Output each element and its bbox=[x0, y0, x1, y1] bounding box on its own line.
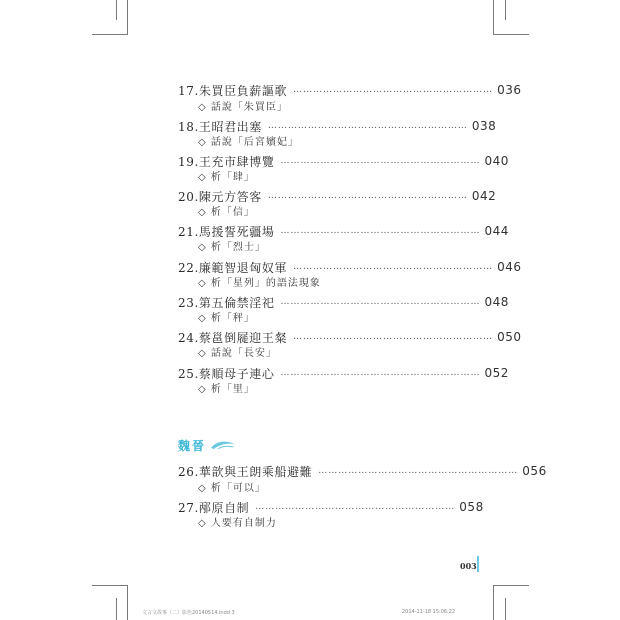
toc-entry-title: 22.廉範智退匈奴軍 bbox=[178, 260, 288, 275]
toc-entry-page: 038 bbox=[471, 119, 497, 133]
section-title: 魏晉 bbox=[178, 438, 207, 453]
toc-entry-page: 048 bbox=[484, 295, 509, 309]
toc-entry-page: 036 bbox=[497, 83, 522, 97]
toc-entry-page: 040 bbox=[484, 154, 509, 168]
brush-flourish-icon bbox=[210, 439, 236, 451]
toc-entry-page: 042 bbox=[471, 189, 497, 203]
dot-leader: …………………………………………………… bbox=[267, 191, 468, 201]
folio-accent-bar bbox=[477, 556, 479, 572]
dot-leader: …………………………………………………… bbox=[293, 262, 494, 272]
section-heading bbox=[178, 435, 236, 455]
toc-subentry: ◇ 話說「朱買臣」 bbox=[198, 102, 288, 113]
toc-entry[interactable] bbox=[178, 498, 484, 516]
printer-slug-right: 2014-11-18 15:06:22 bbox=[402, 609, 456, 615]
toc-entry[interactable] bbox=[178, 258, 522, 276]
toc-entry[interactable] bbox=[178, 152, 509, 170]
toc-subentry: ◇ 析「可以」 bbox=[198, 483, 266, 494]
toc-subentry: ◇ 析「星列」的語法現象 bbox=[198, 278, 321, 289]
toc-entry-title: 19.王充市肆博覽 bbox=[178, 154, 275, 169]
toc-entry-title: 17.朱買臣負薪謳歌 bbox=[178, 83, 288, 98]
toc-entry-title: 20.陳元方答客 bbox=[178, 189, 262, 204]
toc-subentry: ◇ 話說「后宮嬪妃」 bbox=[198, 137, 299, 148]
toc-entry[interactable] bbox=[178, 462, 547, 480]
toc-entry-page: 046 bbox=[497, 260, 522, 274]
toc-subentry: ◇ 話說「長安」 bbox=[198, 348, 277, 359]
dot-leader: …………………………………………………… bbox=[293, 85, 494, 95]
toc-entry[interactable] bbox=[178, 222, 509, 240]
toc-subentry: ◇ 析「烈士」 bbox=[198, 242, 266, 253]
toc-entry-page: 058 bbox=[459, 500, 484, 514]
dot-leader: …………………………………………………… bbox=[280, 368, 481, 378]
toc-entry-title: 25.蔡順母子連心 bbox=[178, 366, 275, 381]
dot-leader: …………………………………………………… bbox=[293, 332, 494, 342]
toc-entry-page: 056 bbox=[522, 464, 547, 478]
toc-subentry: ◇ 析「秤」 bbox=[198, 313, 255, 324]
toc-subentry: ◇ 人要有自制力 bbox=[198, 518, 277, 529]
printer-slug-left: 文言文故事（二）影色20140514.indd 3 bbox=[142, 610, 235, 616]
dot-leader: …………………………………………………… bbox=[280, 156, 481, 166]
toc-entry[interactable] bbox=[178, 117, 497, 135]
toc-entry-title: 23.第五倫禁淫祀 bbox=[178, 295, 275, 310]
toc-entry[interactable] bbox=[178, 328, 522, 346]
toc-entry[interactable] bbox=[178, 293, 509, 311]
toc-subentry: ◇ 析「里」 bbox=[198, 384, 255, 395]
dot-leader: …………………………………………………… bbox=[255, 502, 456, 512]
toc-entry[interactable] bbox=[178, 364, 509, 382]
toc-entry-page: 050 bbox=[497, 330, 522, 344]
toc-entry[interactable] bbox=[178, 187, 497, 205]
dot-leader: …………………………………………………… bbox=[280, 297, 481, 307]
toc-entry[interactable] bbox=[178, 81, 522, 99]
toc-entry-title: 26.華歆與王朗乘船避難 bbox=[178, 464, 313, 479]
page-number: 003 bbox=[460, 561, 477, 571]
toc-entry-page: 044 bbox=[484, 224, 509, 238]
dot-leader: …………………………………………………… bbox=[318, 466, 519, 476]
dot-leader: …………………………………………………… bbox=[267, 121, 468, 131]
toc-subentry: ◇ 析「肆」 bbox=[198, 172, 255, 183]
toc-entry-title: 21.馬援誓死疆場 bbox=[178, 224, 275, 239]
dot-leader: …………………………………………………… bbox=[280, 226, 481, 236]
toc-entry-title: 18.王昭君出塞 bbox=[178, 119, 262, 134]
toc-entry-page: 052 bbox=[484, 366, 509, 380]
toc-subentry: ◇ 析「信」 bbox=[198, 207, 255, 218]
toc-entry-title: 24.蔡邕倒屣迎王粲 bbox=[178, 330, 288, 345]
toc-entry-title: 27.邴原自制 bbox=[178, 500, 250, 515]
